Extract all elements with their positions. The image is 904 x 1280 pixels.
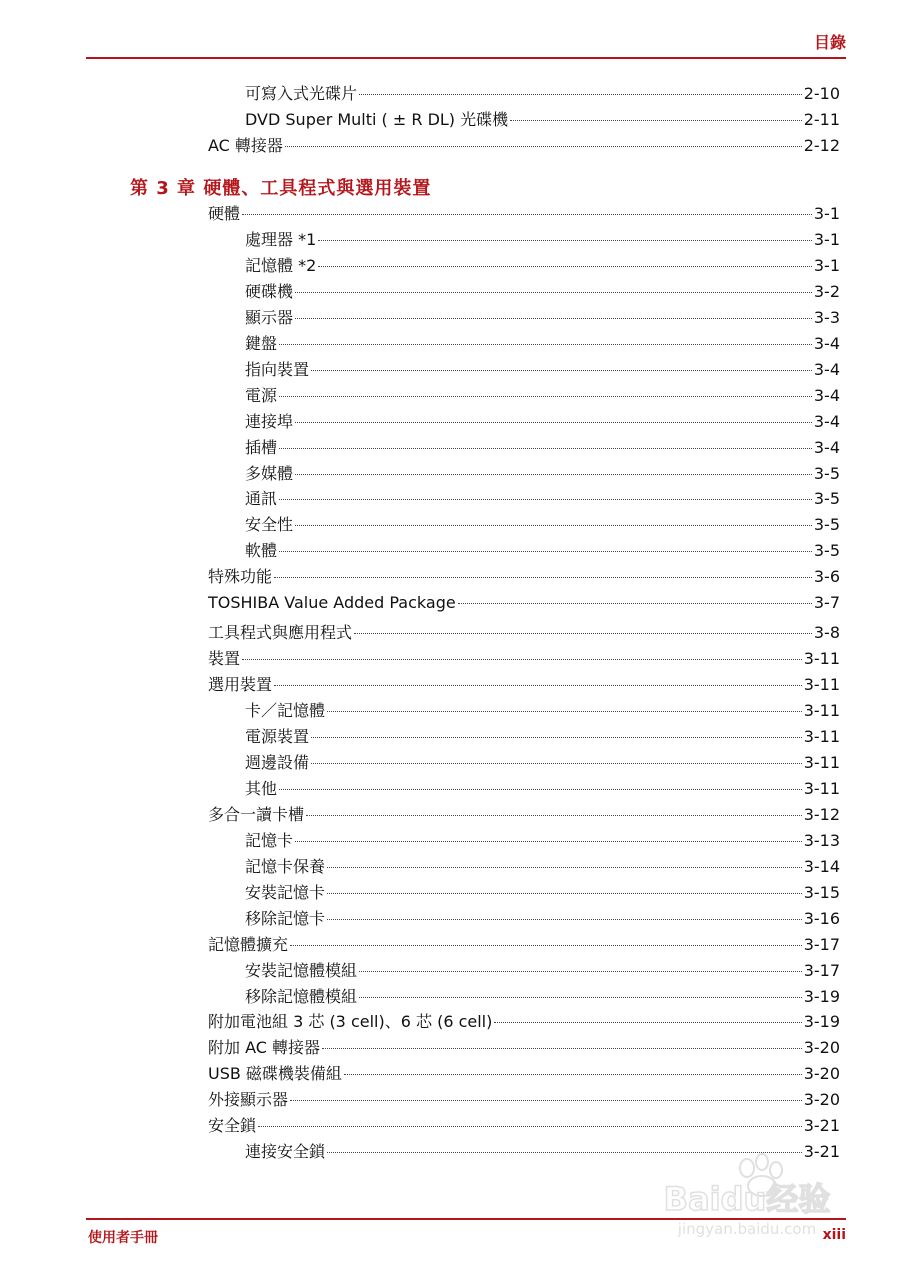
entry-page-number: 3-19 <box>803 986 840 1006</box>
header-title: 目錄 <box>813 33 846 52</box>
toc-subentry <box>245 254 840 278</box>
entry-title: 電源裝置 <box>245 727 310 746</box>
entry-page-number: 3-12 <box>803 804 840 824</box>
toc-entry <box>208 1036 840 1060</box>
dot-leader <box>327 851 802 868</box>
entry-title: AC 轉接器 <box>208 136 283 155</box>
entry-page-number: 3-1 <box>813 229 840 249</box>
entry-title: 移除記憶體模組 <box>245 986 358 1006</box>
entry-page-number: 3-21 <box>803 1116 840 1136</box>
toc-subentry <box>245 228 840 252</box>
entry-title: 處理器 *1 <box>245 229 317 249</box>
entry-page-number: 3-19 <box>803 1012 840 1032</box>
toc-subentry <box>245 751 840 775</box>
entry-title: 記憶卡保養 <box>245 856 326 876</box>
entry-page-number: 3-5 <box>813 463 840 483</box>
toc-subentry <box>245 306 840 330</box>
dot-leader <box>311 721 802 738</box>
dot-leader <box>318 250 812 267</box>
entry-page-number: 3-7 <box>813 593 840 613</box>
toc-subentry <box>245 358 840 382</box>
entry-title: 外接顯示器 <box>208 1090 289 1110</box>
entry-page-number: 3-1 <box>813 204 840 223</box>
dot-leader <box>285 130 802 147</box>
toc-entry <box>208 673 840 697</box>
toc-subentry <box>245 436 840 460</box>
dot-leader <box>279 483 812 500</box>
toc-subentry <box>245 985 840 1009</box>
entry-title: 電源 <box>245 385 278 405</box>
entry-title: 硬碟機 <box>245 281 294 301</box>
dot-leader <box>295 276 812 293</box>
dot-leader <box>295 458 812 475</box>
dot-leader <box>354 617 812 634</box>
toc-subentry <box>245 462 840 486</box>
toc-subentry <box>245 513 840 537</box>
entry-page-number: 3-11 <box>803 701 840 721</box>
entry-page-number: 3-4 <box>813 359 840 379</box>
dot-leader <box>295 825 802 842</box>
toc-entry <box>208 591 840 615</box>
entry-title: 卡／記憶體 <box>245 701 326 721</box>
entry-title: 工具程式與應用程式 <box>208 623 353 643</box>
entry-title: 多合一讀卡槽 <box>208 804 305 824</box>
toc-entry <box>208 565 840 589</box>
toc-subentry <box>245 881 840 905</box>
dot-leader <box>311 354 812 371</box>
dot-leader <box>274 669 802 686</box>
baidu-watermark <box>642 1148 852 1240</box>
dot-leader <box>279 380 812 397</box>
dot-leader <box>274 561 812 578</box>
dot-leader <box>359 981 802 998</box>
footer-page-number: xiii <box>822 1227 846 1243</box>
header-rule <box>86 57 846 59</box>
entry-title: 軟體 <box>245 541 278 561</box>
entry-page-number: 3-5 <box>813 515 840 535</box>
entry-page-number: 3-4 <box>813 437 840 457</box>
entry-page-number: 2-10 <box>803 84 840 103</box>
dot-leader <box>306 799 802 816</box>
toc-entry <box>208 1010 840 1034</box>
dot-leader <box>279 535 812 552</box>
entry-page-number: 3-11 <box>803 778 840 798</box>
entry-title: 可寫入式光碟片 <box>245 84 358 103</box>
toc-subentry <box>245 487 840 511</box>
toc-entry <box>208 1062 840 1086</box>
entry-page-number: 3-11 <box>803 675 840 695</box>
entry-page-number: 3-20 <box>803 1090 840 1110</box>
dot-leader <box>458 587 812 604</box>
toc-entry <box>208 202 840 226</box>
entry-page-number: 3-20 <box>803 1038 840 1058</box>
toc-subentry <box>245 907 840 931</box>
toc-entry <box>208 1088 840 1112</box>
toc-subentry <box>245 829 840 853</box>
entry-page-number: 3-17 <box>803 934 840 954</box>
dot-leader <box>290 929 802 946</box>
toc-subentry <box>245 855 840 879</box>
entry-title: 多媒體 <box>245 463 294 483</box>
dot-leader <box>327 877 802 894</box>
entry-title: 安裝記憶卡 <box>245 882 326 902</box>
chapter-heading: 第 3 章 硬體、工具程式與選用裝置 <box>130 178 432 199</box>
entry-title: 安裝記憶體模組 <box>245 960 358 980</box>
toc-subentry <box>245 539 840 563</box>
dot-leader <box>290 1084 802 1101</box>
dot-leader <box>494 1006 801 1023</box>
toc-subentry <box>245 280 840 304</box>
dot-leader <box>279 328 812 345</box>
entry-page-number: 2-12 <box>803 136 840 155</box>
entry-title: USB 磁碟機裝備組 <box>208 1064 342 1084</box>
toc-entry <box>208 1114 840 1138</box>
entry-title: 週邊設備 <box>245 752 310 772</box>
toc-subentry <box>245 959 840 983</box>
toc-entry <box>208 803 840 827</box>
dot-leader <box>242 198 812 215</box>
entry-page-number: 3-4 <box>813 411 840 431</box>
entry-page-number: 3-2 <box>813 281 840 301</box>
entry-title: 其他 <box>245 778 278 798</box>
toc-entry <box>208 621 840 645</box>
entry-title: 移除記憶卡 <box>245 908 326 928</box>
entry-title: 裝置 <box>208 649 241 669</box>
entry-page-number: 2-11 <box>803 110 840 129</box>
dot-leader <box>295 509 812 526</box>
dot-leader <box>311 747 802 764</box>
entry-title: DVD Super Multi ( ± R DL) 光碟機 <box>245 110 509 129</box>
entry-page-number: 3-1 <box>813 255 840 275</box>
toc-subentry <box>245 384 840 408</box>
entry-title: 通訊 <box>245 489 278 509</box>
entry-page-number: 3-20 <box>803 1064 840 1084</box>
entry-title: 安全性 <box>245 515 294 535</box>
entry-page-number: 3-14 <box>803 856 840 876</box>
dot-leader <box>295 302 812 319</box>
watermark-brand: Baidu经验 <box>663 1180 831 1218</box>
entry-page-number: 3-3 <box>813 307 840 327</box>
dot-leader <box>295 406 812 423</box>
toc-subentry <box>245 332 840 356</box>
toc-entry <box>208 647 840 671</box>
entry-title: 連接安全鎖 <box>245 1142 326 1162</box>
dot-leader <box>327 903 802 920</box>
watermark-url: jingyan.baidu.com <box>677 1220 817 1238</box>
entry-page-number: 3-4 <box>813 385 840 405</box>
dot-leader <box>510 104 802 121</box>
dot-leader <box>242 643 802 660</box>
entry-page-number: 3-13 <box>803 830 840 850</box>
dot-leader <box>359 955 802 972</box>
entry-title: 鍵盤 <box>245 333 278 353</box>
toc-subentry <box>245 108 840 132</box>
dot-leader <box>318 224 812 241</box>
entry-page-number: 3-15 <box>803 882 840 902</box>
entry-title: 記憶卡 <box>245 830 294 850</box>
dot-leader <box>327 695 802 712</box>
entry-page-number: 3-11 <box>803 727 840 746</box>
entry-page-number: 3-5 <box>813 541 840 561</box>
entry-page-number: 3-21 <box>803 1142 840 1162</box>
entry-title: 連接埠 <box>245 411 294 431</box>
dot-leader <box>344 1058 802 1075</box>
toc-subentry <box>245 82 840 106</box>
entry-title: 附加 AC 轉接器 <box>208 1038 321 1058</box>
entry-page-number: 3-11 <box>803 649 840 669</box>
entry-title: 記憶體 *2 <box>245 255 317 275</box>
dot-leader <box>279 773 802 790</box>
entry-title: TOSHIBA Value Added Package <box>208 593 456 613</box>
entry-page-number: 3-16 <box>803 908 840 928</box>
entry-title: 顯示器 <box>245 307 294 327</box>
dot-leader <box>279 432 812 449</box>
entry-title: 安全鎖 <box>208 1116 257 1136</box>
entry-page-number: 3-8 <box>813 623 840 643</box>
entry-title: 指向裝置 <box>245 359 310 379</box>
entry-page-number: 3-17 <box>803 960 840 980</box>
entry-title: 選用裝置 <box>208 675 273 695</box>
toc-subentry <box>245 699 840 723</box>
dot-leader <box>258 1110 802 1127</box>
toc-entry <box>208 134 840 158</box>
dot-leader <box>322 1032 802 1049</box>
entry-title: 插槽 <box>245 437 278 457</box>
toc-entry <box>208 933 840 957</box>
footer-manual-title: 使用者手冊 <box>88 1230 158 1246</box>
entry-title: 特殊功能 <box>208 567 273 587</box>
toc-subentry <box>245 725 840 749</box>
entry-title: 記憶體擴充 <box>208 934 289 954</box>
toc-subentry <box>245 410 840 434</box>
entry-page-number: 3-6 <box>813 567 840 587</box>
dot-leader <box>359 78 802 95</box>
entry-page-number: 3-11 <box>803 752 840 772</box>
entry-title: 附加電池組 3 芯 (3 cell)、6 芯 (6 cell) <box>208 1012 493 1032</box>
toc-subentry <box>245 777 840 801</box>
entry-title: 硬體 <box>208 204 241 223</box>
entry-page-number: 3-5 <box>813 489 840 509</box>
entry-page-number: 3-4 <box>813 333 840 353</box>
